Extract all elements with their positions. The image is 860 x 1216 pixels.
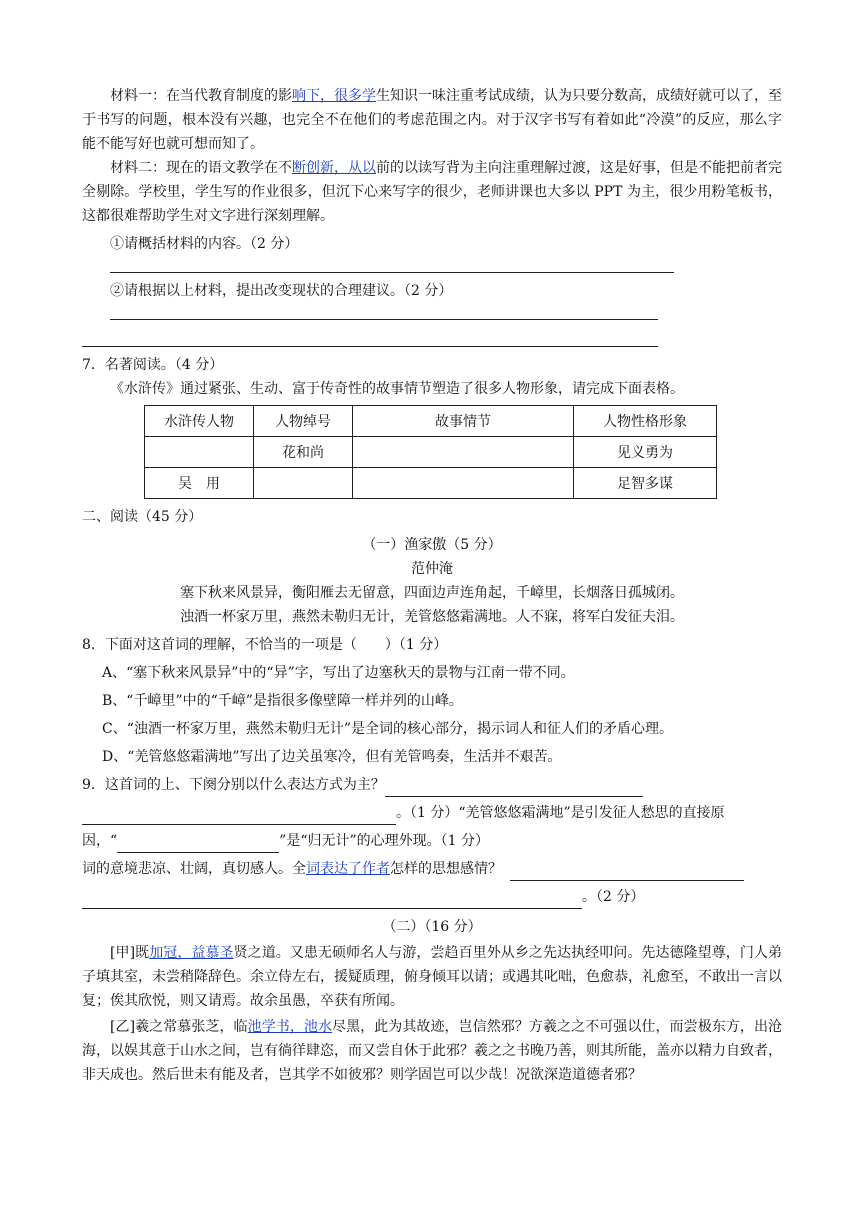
q9-text-3b: ”是“归无计”的心理外现。（1 分）	[279, 833, 490, 849]
q9-text-1: 9．这首词的上、下阕分别以什么表达方式为主？	[82, 777, 385, 793]
material-one-text-a: 材料一：在当代教育制度的影	[110, 88, 292, 104]
q9-link[interactable]: 词表达了作者	[306, 861, 390, 877]
passage-jia-text-a: [甲]既	[110, 945, 150, 961]
table-cell[interactable]	[353, 437, 574, 468]
q8-option-b[interactable]: B、“千嶂里”中的“千嶂”是指很多像壁障一样并列的山峰。	[102, 693, 463, 709]
q9-text-2: 。（1 分）“羌管悠悠霜满地”是引发征人愁思的直接原	[396, 805, 725, 821]
table-row	[145, 406, 717, 437]
passage-jia-link[interactable]: 加冠，益慕圣	[149, 945, 234, 961]
passage-yi-link[interactable]: 池学书，池水	[247, 1019, 333, 1035]
table-header-cell: 故事情节	[353, 406, 574, 437]
q8-option-a[interactable]: A、“塞下秋来风景异”中的“异”字，写出了边塞秋天的景物与江南一带不同。	[102, 665, 575, 681]
answer-line-3[interactable]	[82, 346, 658, 347]
part-two-heading: （二）（16 分）	[382, 919, 482, 935]
table-header-cell: 水浒传人物	[145, 406, 254, 437]
q8-title: 8．下面对这首词的理解，不恰当的一项是（ ）（1 分）	[82, 637, 448, 653]
table-cell: 花和尚	[254, 437, 353, 468]
table-cell[interactable]	[254, 468, 353, 499]
q9-text-5: 。（2 分）	[582, 889, 645, 905]
table-header-cell: 人物绰号	[254, 406, 353, 437]
material-one-text-b: 生知识一味注重考试成绩，认为只要分数高，成绩好就可以了，至于书写的问题，根本没有兴趣，也完全不在他们的考虑范围之内。对于汉字书写有着如此“冷漠”的反应，那么字能不能写好也就可想而知了。	[82, 88, 782, 152]
q8-option-d[interactable]: D、“羌管悠悠霜满地”写出了边关虽寒冷，但有羌管鸣奏，生活并不艰苦。	[102, 749, 562, 765]
table-cell[interactable]	[145, 437, 254, 468]
q9-text-4a: 词的意境悲凉、壮阔，真切感人。全	[82, 861, 306, 877]
question-sub-2: ②请根据以上材料，提出改变现状的合理建议。（2 分）	[110, 283, 453, 299]
material-two-text-a: 材料二：现在的语文教学在不	[110, 160, 292, 176]
poem-heading: （一）渔家傲（5 分）	[362, 537, 502, 553]
q9-blank-4[interactable]	[510, 864, 744, 881]
q9-blank-5[interactable]	[82, 892, 582, 909]
poem-author: 范仲淹	[411, 561, 453, 577]
question-sub-1: ①请概括材料的内容。（2 分）	[110, 236, 299, 252]
poem-line-2: 浊酒一杯家万里，燕然未勒归无计，羌管悠悠霜满地。人不寐，将军白发征夫泪。	[180, 609, 684, 625]
material-two-link[interactable]: 断创新，从以	[292, 160, 376, 176]
answer-line-1[interactable]	[110, 272, 674, 273]
q9-line-1	[82, 773, 782, 797]
q7-intro: 《水浒传》通过紧张、生动、富于传奇性的故事情节塑造了很多人物形象，请完成下面表格。	[110, 381, 684, 397]
material-one	[82, 84, 782, 156]
table-cell: 足智多谋	[574, 468, 717, 499]
passage-yi	[82, 1015, 782, 1087]
material-one-link[interactable]: 响下，很多学	[292, 88, 376, 104]
answer-line-2[interactable]	[110, 319, 658, 320]
q8-option-c[interactable]: C、“浊酒一杯家万里，燕然未勒归无计”是全词的核心部分，揭示词人和征人们的矛盾心理。	[102, 721, 674, 737]
table-cell: 吴 用	[145, 468, 254, 499]
table-row	[145, 437, 717, 468]
q9-line-2	[82, 801, 782, 825]
passage-jia-text-b: 贤之道。又患无硕师名人与游，尝趋百里外从乡之先达执经叩问。先达德隆望尊，门人弟子填其室，未尝稍降辞色。余立侍左右，援疑质理，俯身倾耳以请；或遇其叱咄，色愈恭，礼愈至，不敢出一言以复；俟其欣悦，则又请焉。故余虽愚，卒获有所闻。	[82, 945, 783, 1009]
characters-table	[144, 405, 717, 499]
table-row	[145, 468, 717, 499]
section-two-heading: 二、阅读（45 分）	[82, 509, 203, 525]
q9-text-4b: 怎样的思想感情？	[390, 861, 502, 877]
document-page	[82, 84, 782, 1087]
material-two	[82, 156, 782, 228]
material-two-text-b: 前的以读写背为主向注重理解过渡，这是好事，但是不能把前者完全剔除。学校里，学生写的作业很多，但沉下心来写字的很少，老师讲课也大多以 PPT 为主，很少用粉笔板书，这都很难帮助学生对文字进行深刻理解。	[82, 160, 782, 224]
q9-blank-3[interactable]	[117, 836, 279, 853]
q9-line-5	[82, 885, 782, 909]
table-cell: 见义勇为	[574, 437, 717, 468]
poem-line-1: 塞下秋来风景异，衡阳雁去无留意，四面边声连角起，千嶂里，长烟落日孤城闭。	[180, 585, 684, 601]
q7-title: 7．名著阅读。（4 分）	[82, 357, 224, 373]
passage-yi-text-a: [乙]羲之常慕张芝，临	[110, 1019, 248, 1035]
q9-text-3a: 因，“	[82, 833, 118, 849]
passage-jia	[82, 941, 782, 1013]
table-cell[interactable]	[353, 468, 574, 499]
q9-blank-1[interactable]	[385, 780, 643, 797]
table-header-cell: 人物性格形象	[574, 406, 717, 437]
q9-line-4	[82, 857, 782, 881]
q9-blank-2[interactable]	[82, 808, 396, 825]
q9-line-3	[82, 829, 782, 853]
passage-yi-text-b: 尽黑，此为其故迹，岂信然邪？方羲之之不可强以仕，而尝极东方，出沧海，以娱其意于山水之间，岂有徜徉肆恣，而又尝自休于此邪？羲之之书晚乃善，则其所能，盖亦以精力自致者，非天成也。然后世未有能及者，岂其学不如彼邪？则学固岂可以少哉！况欲深造道德者邪？	[82, 1019, 783, 1083]
